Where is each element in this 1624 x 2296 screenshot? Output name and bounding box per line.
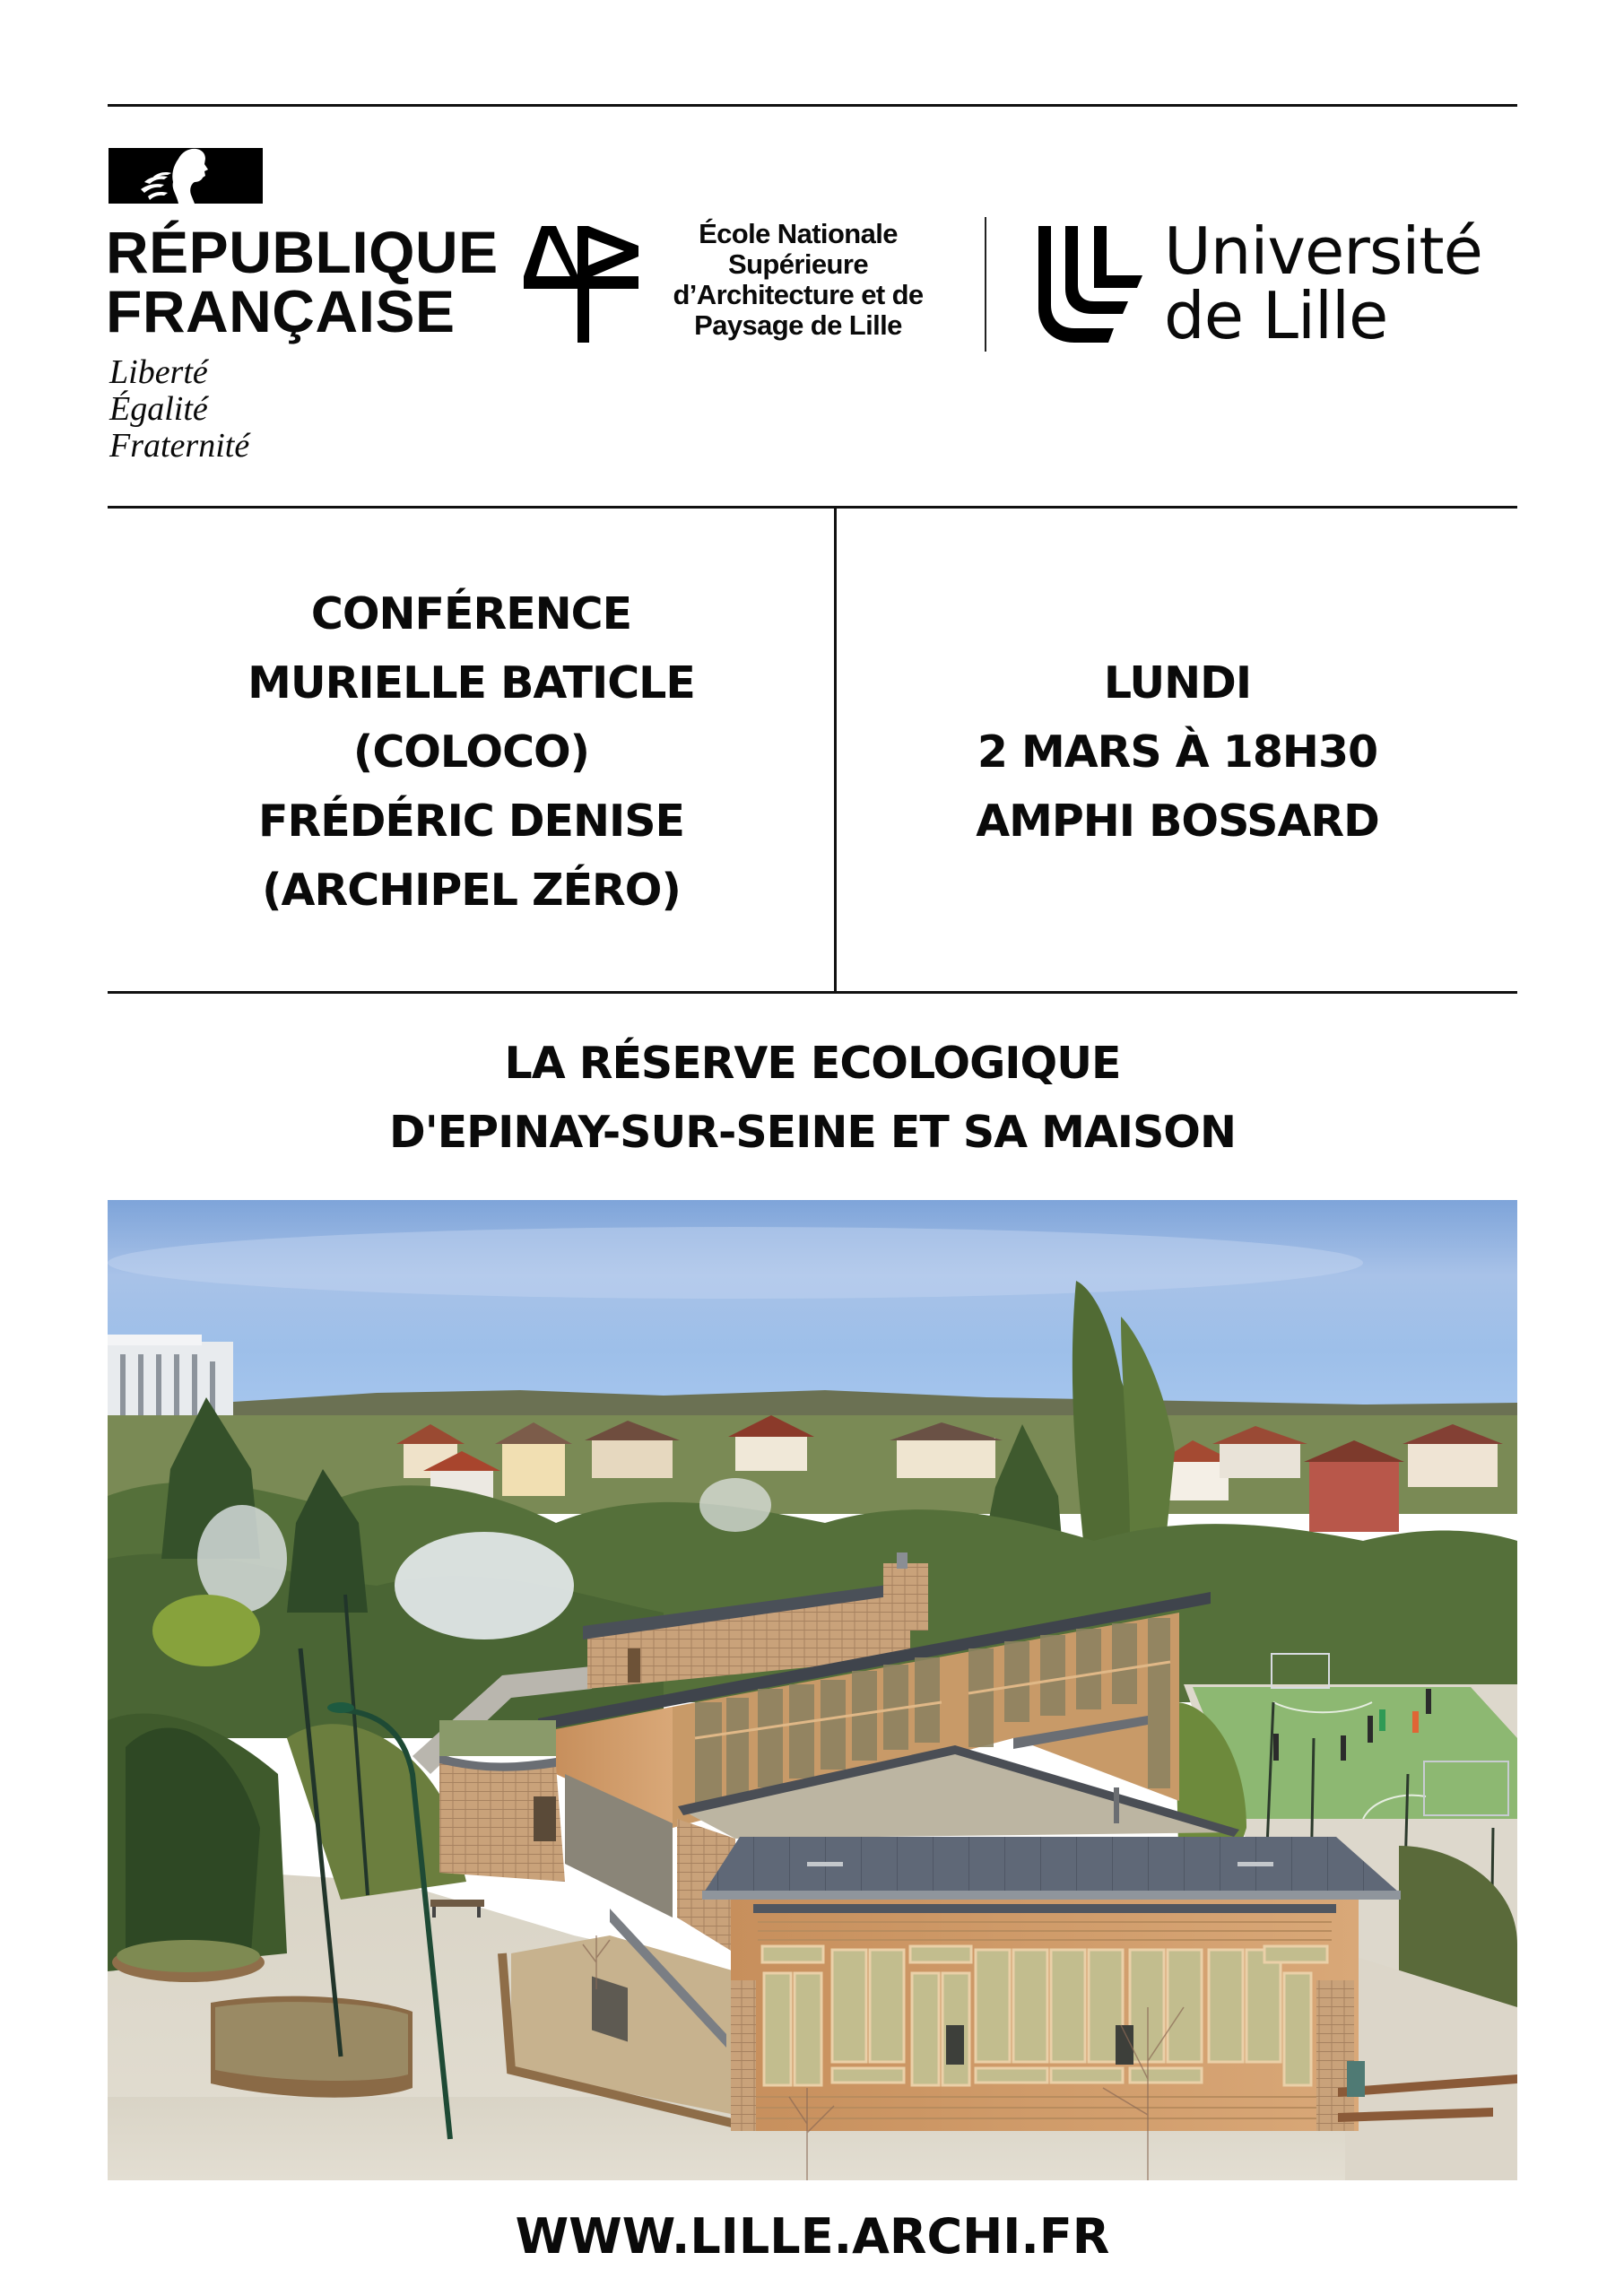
title-line-2: D'EPINAY-SUR-SEINE ET SA MAISON — [389, 1107, 1236, 1158]
marianne-icon — [109, 148, 263, 204]
ensapl-line-3: d’Architecture et de — [673, 279, 924, 310]
lll-icon — [1038, 226, 1142, 343]
speaker-1-name: MURIELLE BATICLE — [248, 657, 695, 709]
udl-line-1: Université — [1164, 213, 1482, 289]
francaise-line: FRANÇAISE — [106, 278, 456, 344]
ap-monogram-icon — [524, 226, 638, 343]
ensapl-line-2: Supérieure — [728, 248, 868, 280]
event-date-time: 2 MARS À 18H30 — [977, 726, 1378, 778]
ensapl-wordmark — [646, 219, 951, 341]
udl-line-2: de Lille — [1164, 278, 1388, 353]
ensapl-line-1: École Nationale — [699, 218, 898, 249]
speaker-1-org: (COLOCO) — [352, 726, 590, 778]
republique-motto — [109, 354, 249, 465]
logo-divider — [985, 217, 986, 352]
republique-francaise-wordmark — [106, 219, 499, 344]
motto-liberte: Liberté — [109, 353, 208, 391]
speaker-2-name: FRÉDÉRIC DENISE — [258, 796, 684, 847]
speakers-block — [108, 579, 835, 925]
motto-egalite: Égalité — [109, 390, 208, 428]
speaker-2-org: (ARCHIPEL ZÉRO) — [262, 865, 681, 916]
event-bottom-rule — [108, 991, 1517, 994]
schedule-block — [838, 648, 1517, 856]
top-rule — [108, 104, 1517, 107]
motto-fraternite: Fraternité — [109, 427, 250, 465]
conference-title — [108, 1029, 1517, 1167]
title-line-1: LA RÉSERVE ECOLOGIQUE — [504, 1038, 1121, 1089]
conference-label: CONFÉRENCE — [310, 588, 632, 639]
ensapl-line-4: Paysage de Lille — [694, 309, 902, 341]
website-link[interactable]: WWW.LILLE.ARCHI.FR — [515, 2208, 1110, 2265]
header-bottom-rule — [108, 506, 1517, 509]
event-venue: AMPHI BOSSARD — [976, 796, 1379, 847]
republique-line: RÉPUBLIQUE — [106, 219, 499, 285]
universite-de-lille-wordmark — [1164, 213, 1482, 353]
reserve-ecologique-photo — [108, 1200, 1517, 2180]
event-day: LUNDI — [1103, 657, 1252, 709]
